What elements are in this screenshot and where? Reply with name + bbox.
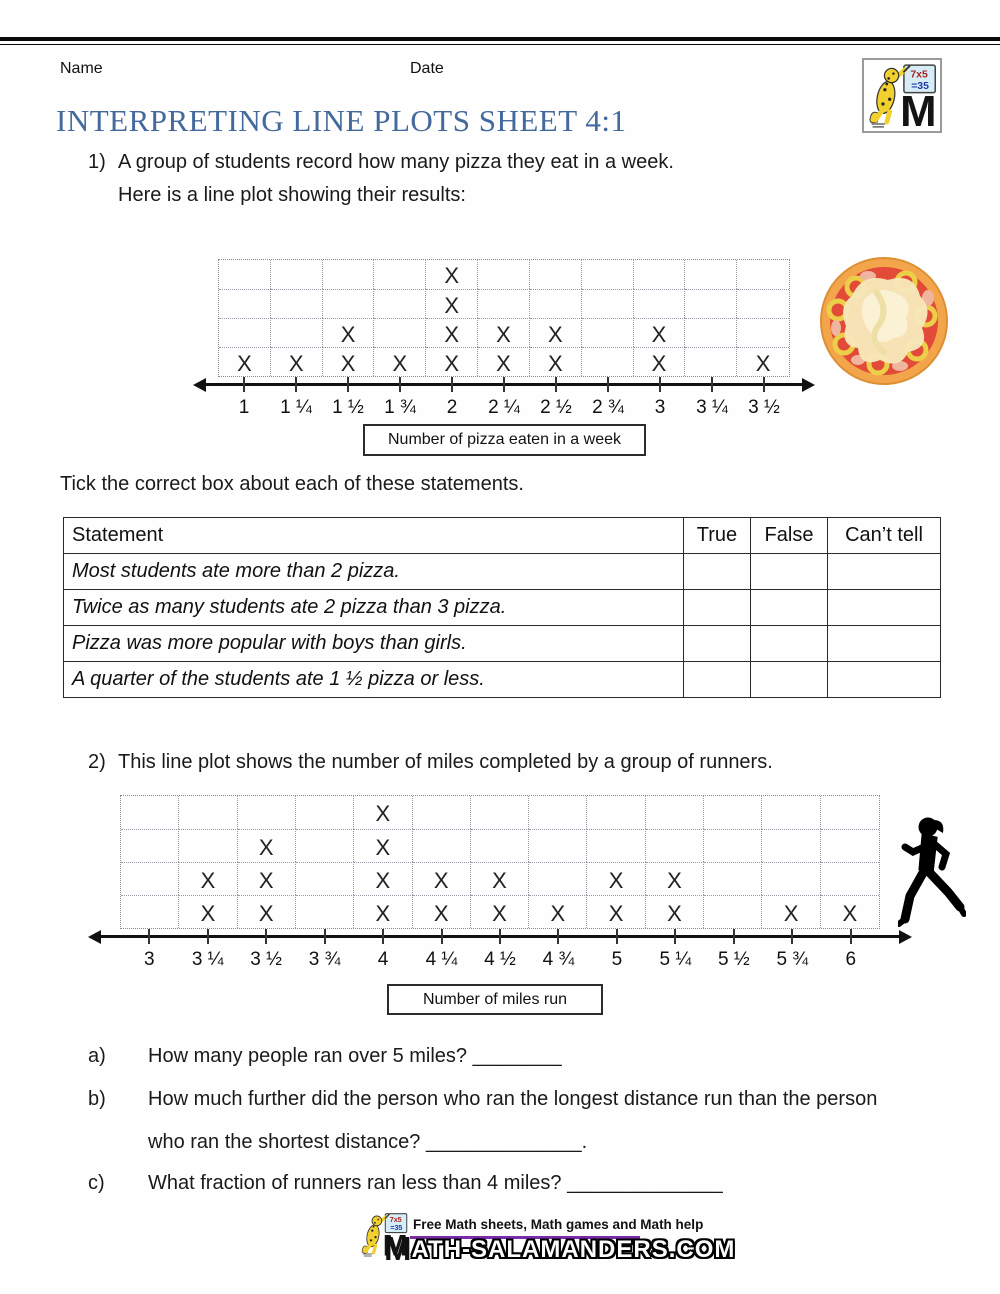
plot-cell (821, 796, 879, 829)
question-b (88, 1087, 958, 1155)
plot-cell: X (737, 347, 789, 376)
plot-cell (121, 829, 179, 862)
plot-cell: X (530, 318, 582, 347)
statement-cell: Most students ate more than 2 pizza. (64, 554, 684, 590)
axis-tick-label: 1 ¾ (384, 397, 416, 418)
table-header-true: True (684, 518, 751, 554)
axis-tick-label: 5 ¼ (659, 949, 692, 970)
plot-cell (530, 289, 582, 318)
tick-box-cell[interactable] (684, 554, 751, 590)
axis-tick-label: 1 ½ (332, 397, 364, 418)
plot2-xaxis-label: Number of miles run (387, 984, 603, 1015)
plot-cell (471, 829, 529, 862)
plot-cell: X (821, 895, 879, 928)
axis-tick (324, 929, 326, 944)
tick-box-cell[interactable] (828, 590, 941, 626)
question2-number: 2) (88, 751, 106, 773)
page-title: INTERPRETING LINE PLOTS SHEET 4:1 (56, 103, 627, 138)
question-text: What fraction of runners ran less than 4 miles? ______________ (148, 1172, 723, 1194)
plot-axis (120, 929, 880, 945)
plot-cell (530, 260, 582, 289)
plot-cell (685, 347, 737, 376)
tick-box-cell[interactable] (751, 554, 828, 590)
plot-cell (762, 796, 820, 829)
plot-cell (587, 796, 645, 829)
axis-tick-label: 1 ¼ (280, 397, 312, 418)
plot-cell: X (426, 260, 478, 289)
statement-cell: Twice as many students ate 2 pizza than 3 pizza. (64, 590, 684, 626)
axis-arrow-right (802, 378, 815, 392)
plot-cell (582, 318, 634, 347)
plot-cell (646, 796, 704, 829)
question1-text-line1: A group of students record how many pizza they eat in a week. (118, 151, 674, 173)
axis-tick-label: 2 ½ (540, 397, 572, 418)
plot-cell: X (374, 347, 426, 376)
plot-cell (646, 829, 704, 862)
plot-cell (762, 829, 820, 862)
plot-cell (179, 829, 237, 862)
plot-cell: X (354, 862, 412, 895)
question-label: b) (88, 1088, 106, 1110)
plot-grid (120, 795, 880, 929)
plot-cell (121, 895, 179, 928)
plot-cell: X (426, 318, 478, 347)
axis-tick-label: 3 (654, 397, 666, 418)
plot-cell: X (471, 862, 529, 895)
plot-cell (219, 318, 271, 347)
runner-image (898, 812, 966, 949)
plot-cell (121, 862, 179, 895)
axis-tick-label: 3 ¼ (191, 949, 224, 970)
plot-cell (821, 862, 879, 895)
table-header-statement: Statement (64, 518, 684, 554)
table-header-false: False (751, 518, 828, 554)
plot-cell (762, 862, 820, 895)
axis-tick (659, 377, 661, 392)
question-c (88, 1171, 958, 1196)
plot-cell (685, 289, 737, 318)
axis-tick-label: 4 ¼ (425, 949, 458, 970)
plot-cell (219, 289, 271, 318)
plot-cell (529, 829, 587, 862)
axis-tick (295, 377, 297, 392)
plot-cell: X (646, 895, 704, 928)
axis-tick-label: 5 ¾ (776, 949, 809, 970)
plot-cell (582, 289, 634, 318)
axis-tick (441, 929, 443, 944)
plot-cell (271, 260, 323, 289)
tick-box-cell[interactable] (684, 590, 751, 626)
plot-cell (737, 318, 789, 347)
plot-cell (323, 289, 375, 318)
axis-tick (451, 377, 453, 392)
plot-cell: X (413, 895, 471, 928)
plot-cell: X (219, 347, 271, 376)
plot-cell: X (238, 862, 296, 895)
plot-cell (296, 829, 354, 862)
plot-cell: X (323, 318, 375, 347)
question-text: How much further did the person who ran the longest distance run than the person who ran the shortest distance? ______________. (148, 1088, 878, 1153)
tick-box-cell[interactable] (828, 554, 941, 590)
footer-tagline: Free Math sheets, Math games and Math help (413, 1217, 704, 1232)
math-salamanders-logo (862, 58, 942, 133)
plot-cell: X (587, 895, 645, 928)
axis-tick (763, 377, 765, 392)
plot-cell (582, 260, 634, 289)
plot-cell: X (354, 796, 412, 829)
plot-cell (296, 796, 354, 829)
table-row (64, 626, 941, 662)
plot-cell (478, 289, 530, 318)
plot1-xaxis-label: Number of pizza eaten in a week (363, 424, 646, 456)
plot-cell (704, 796, 762, 829)
axis-tick-label: 6 (845, 949, 857, 970)
plot-cell: X (413, 862, 471, 895)
statement-cell: Pizza was more popular with boys than girls. (64, 626, 684, 662)
top-rule-thick (0, 37, 1000, 41)
plot-cell: X (238, 895, 296, 928)
statement-table (63, 517, 941, 698)
axis-tick-label: 3 ½ (250, 949, 282, 970)
plot-cell: X (271, 347, 323, 376)
plot-cell: X (179, 862, 237, 895)
footer-site-name (384, 1230, 736, 1267)
table-header-can-t-tell: Can’t tell (828, 518, 941, 554)
axis-tick-label: 5 ½ (717, 949, 750, 970)
plot-cell (296, 862, 354, 895)
axis-tick-label: 2 ¾ (592, 397, 624, 418)
plot-cell (582, 347, 634, 376)
table-header-row (64, 518, 941, 554)
plot-cell (179, 796, 237, 829)
axis-tick (399, 377, 401, 392)
axis-tick (503, 377, 505, 392)
plot-cell (296, 895, 354, 928)
plot-cell (529, 796, 587, 829)
question1-number: 1) (88, 151, 106, 173)
axis-tick (850, 929, 852, 944)
axis-tick (347, 377, 349, 392)
plot-cell: X (354, 829, 412, 862)
plot-cell (704, 862, 762, 895)
plot-cell (271, 289, 323, 318)
axis-tick-label: 4 ¾ (542, 949, 575, 970)
axis-tick (148, 929, 150, 944)
tick-box-cell[interactable] (751, 626, 828, 662)
axis-tick (607, 377, 609, 392)
tick-box-cell[interactable] (828, 626, 941, 662)
plot-cell (634, 260, 686, 289)
plot-cell (821, 829, 879, 862)
plot-cell (685, 318, 737, 347)
plot-cell (634, 289, 686, 318)
plot-cell: X (587, 862, 645, 895)
plot-cell (737, 260, 789, 289)
plot-cell (413, 829, 471, 862)
top-rule-thin (0, 44, 1000, 45)
axis-tick-label: 2 (446, 397, 458, 418)
plot-cell: X (634, 318, 686, 347)
table-row (64, 662, 941, 698)
plot-cell (271, 318, 323, 347)
question2-text: This line plot shows the number of miles completed by a group of runners. (118, 751, 773, 773)
axis-tick (499, 929, 501, 944)
plot-cell: X (179, 895, 237, 928)
question-label: c) (88, 1172, 105, 1194)
pizza-image (818, 254, 952, 397)
axis-tick-label: 5 (611, 949, 623, 970)
question-a (88, 1044, 958, 1069)
plot-cell: X (634, 347, 686, 376)
plot-cell (704, 829, 762, 862)
axis-tick (243, 377, 245, 392)
plot-cell: X (471, 895, 529, 928)
plot-cell: X (323, 347, 375, 376)
plot-cell: X (478, 347, 530, 376)
axis-tick (616, 929, 618, 944)
tick-box-cell[interactable] (684, 662, 751, 698)
plot-cell: X (530, 347, 582, 376)
plot-cell (529, 862, 587, 895)
axis-tick-label: 3 ¼ (696, 397, 728, 418)
question-label: a) (88, 1045, 106, 1067)
axis-tick-label: 3 (143, 949, 155, 970)
plot-cell (587, 829, 645, 862)
tick-box-cell[interactable] (684, 626, 751, 662)
plot-cell (219, 260, 271, 289)
questions-list (88, 1044, 958, 1214)
plot-cell: X (426, 347, 478, 376)
plot-cell: X (762, 895, 820, 928)
plot-cell: X (529, 895, 587, 928)
axis-tick (555, 377, 557, 392)
name-label: Name (60, 60, 103, 77)
axis-tick (207, 929, 209, 944)
tick-box-cell[interactable] (751, 590, 828, 626)
plot-cell (478, 260, 530, 289)
plot-cell (374, 318, 426, 347)
axis-tick (711, 377, 713, 392)
footer-site-rest: ATH-SALAMANDERS.COM (411, 1236, 736, 1263)
plot-cell (374, 260, 426, 289)
line-plot-miles (120, 795, 880, 971)
axis-tick-label: 4 ½ (484, 949, 516, 970)
plot-axis (218, 377, 790, 393)
plot-cell: X (478, 318, 530, 347)
table-row (64, 590, 941, 626)
plot-cell: X (354, 895, 412, 928)
axis-tick-label: 1 (238, 397, 250, 418)
axis-tick (674, 929, 676, 944)
plot-cell: X (238, 829, 296, 862)
date-label: Date (410, 60, 444, 77)
question-text: How many people ran over 5 miles? ________ (148, 1045, 562, 1067)
tick-box-cell[interactable] (751, 662, 828, 698)
axis-tick (382, 929, 384, 944)
plot-cell (471, 796, 529, 829)
question1-text-line2: Here is a line plot showing their results: (118, 184, 466, 206)
axis-arrow-left (193, 378, 206, 392)
axis-tick-label: 3 ¾ (308, 949, 341, 970)
plot-cell (323, 260, 375, 289)
axis-tick-label: 2 ¼ (488, 397, 520, 418)
plot-cell (704, 895, 762, 928)
table-row (64, 554, 941, 590)
axis-tick (557, 929, 559, 944)
axis-tick (265, 929, 267, 944)
footer-site-m: M (384, 1230, 412, 1267)
plot-cell (374, 289, 426, 318)
axis-tick (733, 929, 735, 944)
axis-tick (791, 929, 793, 944)
plot-cell (413, 796, 471, 829)
axis-tick-label: 4 (377, 949, 389, 970)
tick-instruction: Tick the correct box about each of these statements. (60, 473, 524, 495)
axis-tick-label: 3 ½ (748, 397, 780, 418)
plot-cell: X (426, 289, 478, 318)
plot-cell (685, 260, 737, 289)
plot-grid (218, 259, 790, 377)
line-plot-pizza (218, 259, 790, 419)
plot-cell (238, 796, 296, 829)
axis-arrow-left (88, 930, 101, 944)
plot-cell (737, 289, 789, 318)
plot-cell (121, 796, 179, 829)
plot-cell: X (646, 862, 704, 895)
statement-cell: A quarter of the students ate 1 ½ pizza or less. (64, 662, 684, 698)
tick-box-cell[interactable] (828, 662, 941, 698)
